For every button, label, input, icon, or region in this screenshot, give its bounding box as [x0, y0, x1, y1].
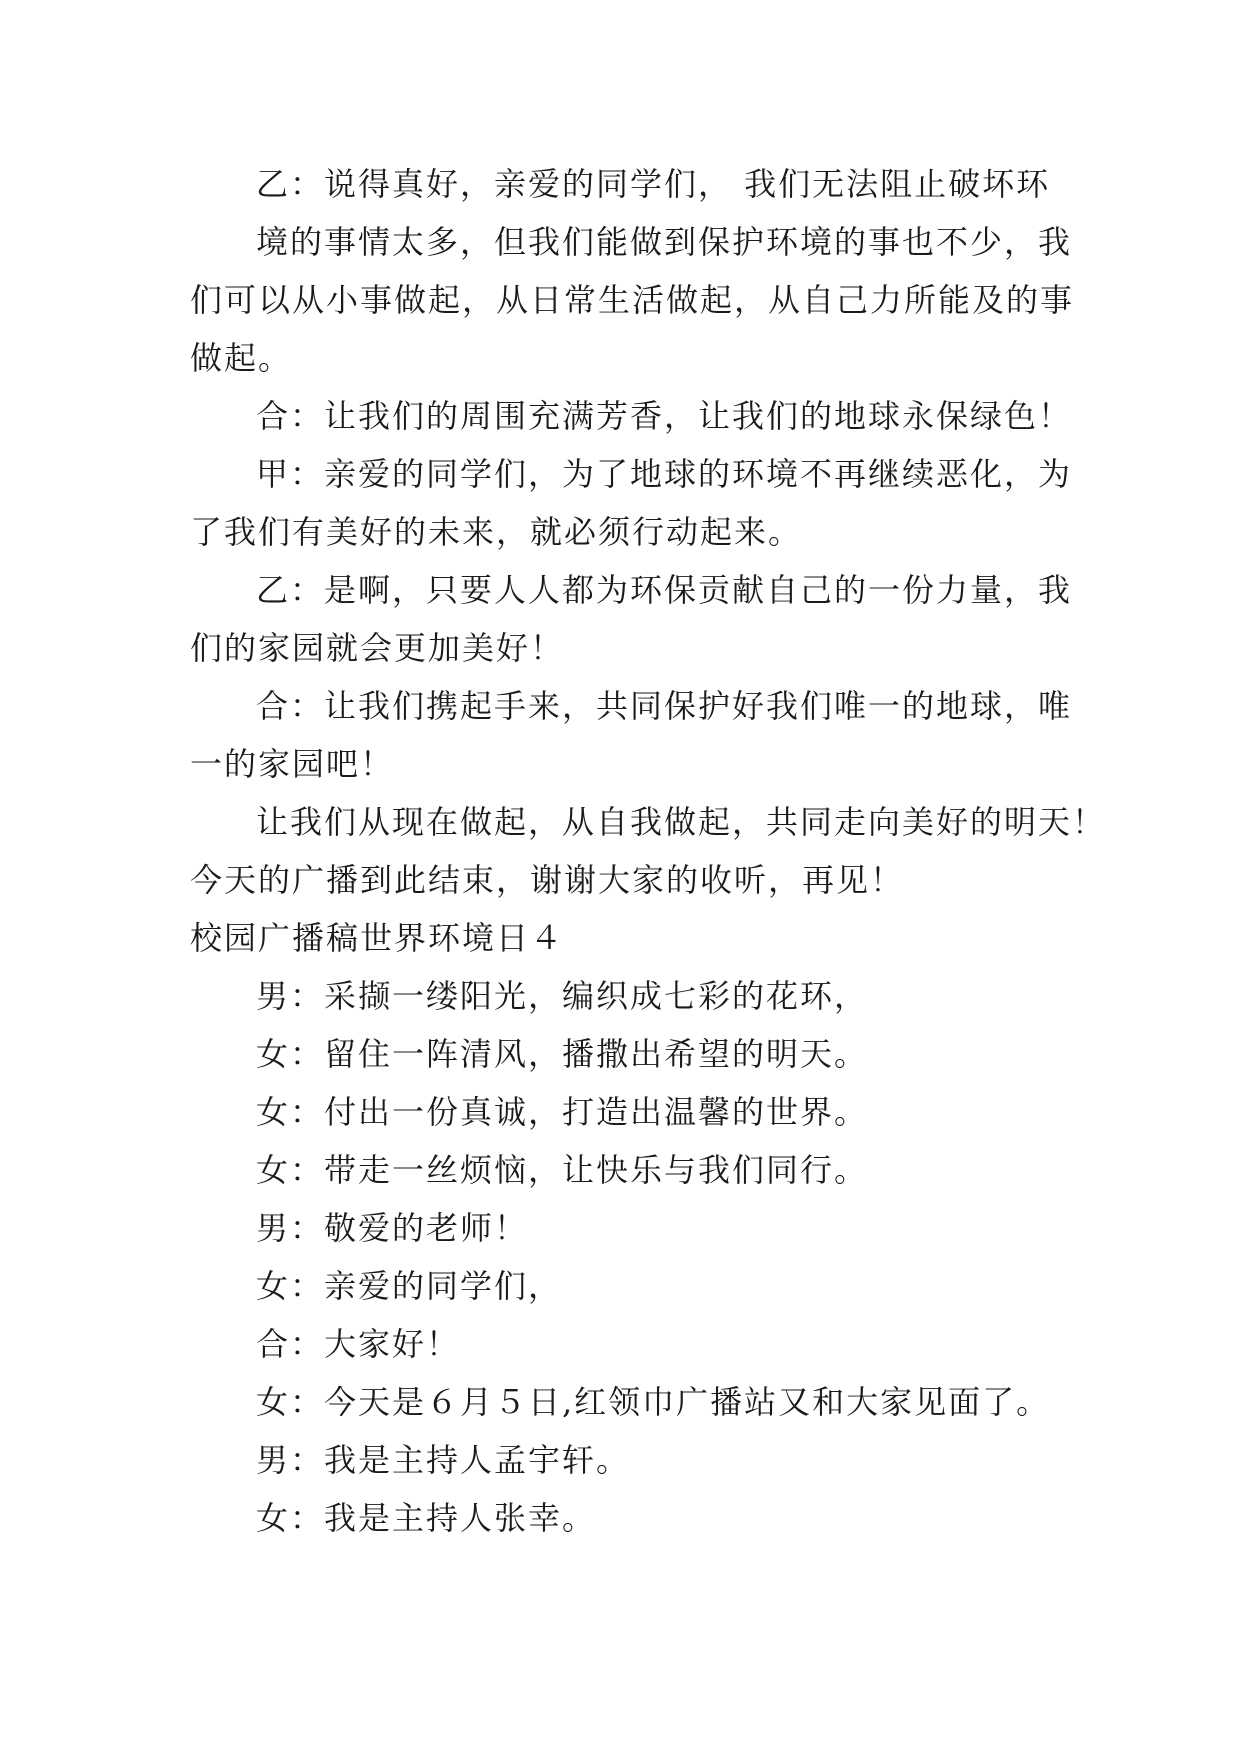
paragraph-line: 境的事情太多，但我们能做到保护环境的事也不少，我: [256, 223, 1073, 261]
paragraph-line: 男：我是主持人孟宇轩。: [256, 1441, 631, 1479]
paragraph-line: 们可以从小事做起，从日常生活做起，从自己力所能及的事: [190, 281, 1075, 319]
paragraph-line: 合：让我们的周围充满芳香，让我们的地球永保绿色！: [256, 397, 1073, 435]
paragraph-line: 女：我是主持人张幸。: [256, 1499, 597, 1537]
paragraph-line: 做起。: [190, 339, 293, 377]
paragraph-line: 乙：是啊，只要人人都为环保贡献自己的一份力量，我: [256, 571, 1073, 609]
paragraph-line: 女：今天是６月５日,红领巾广播站又和大家见面了。: [256, 1383, 1051, 1421]
paragraph-line: 了我们有美好的未来，就必须行动起来。: [190, 513, 803, 551]
paragraph-line: 男：采撷一缕阳光，编织成七彩的花环，: [256, 977, 869, 1015]
paragraph-line: 男：敬爱的老师！: [256, 1209, 529, 1247]
paragraph-line: 今天的广播到此结束，谢谢大家的收听，再见！: [190, 861, 905, 899]
paragraph-line: 合：让我们携起手来，共同保护好我们唯一的地球，唯: [256, 687, 1073, 725]
paragraph-line: 女：留住一阵清风，播撒出希望的明天。: [256, 1035, 869, 1073]
paragraph-line: 女：带走一丝烦恼，让快乐与我们同行。: [256, 1151, 869, 1189]
paragraph-line: 女：亲爱的同学们，: [256, 1267, 563, 1305]
paragraph-line: 甲：亲爱的同学们，为了地球的环境不再继续恶化，为: [256, 455, 1073, 493]
paragraph-line: 女：付出一份真诚，打造出温馨的世界。: [256, 1093, 869, 1131]
paragraph-line: 乙：说得真好，亲爱的同学们， 我们无法阻止破坏环: [256, 165, 1051, 203]
paragraph-line: 合：大家好！: [256, 1325, 461, 1363]
paragraph-line: 一的家园吧！: [190, 745, 395, 783]
paragraph-line: 让我们从现在做起，从自我做起，共同走向美好的明天！: [256, 803, 1107, 841]
paragraph-line: 们的家园就会更加美好！: [190, 629, 565, 667]
section-heading: 校园广播稿世界环境日４: [190, 919, 565, 957]
